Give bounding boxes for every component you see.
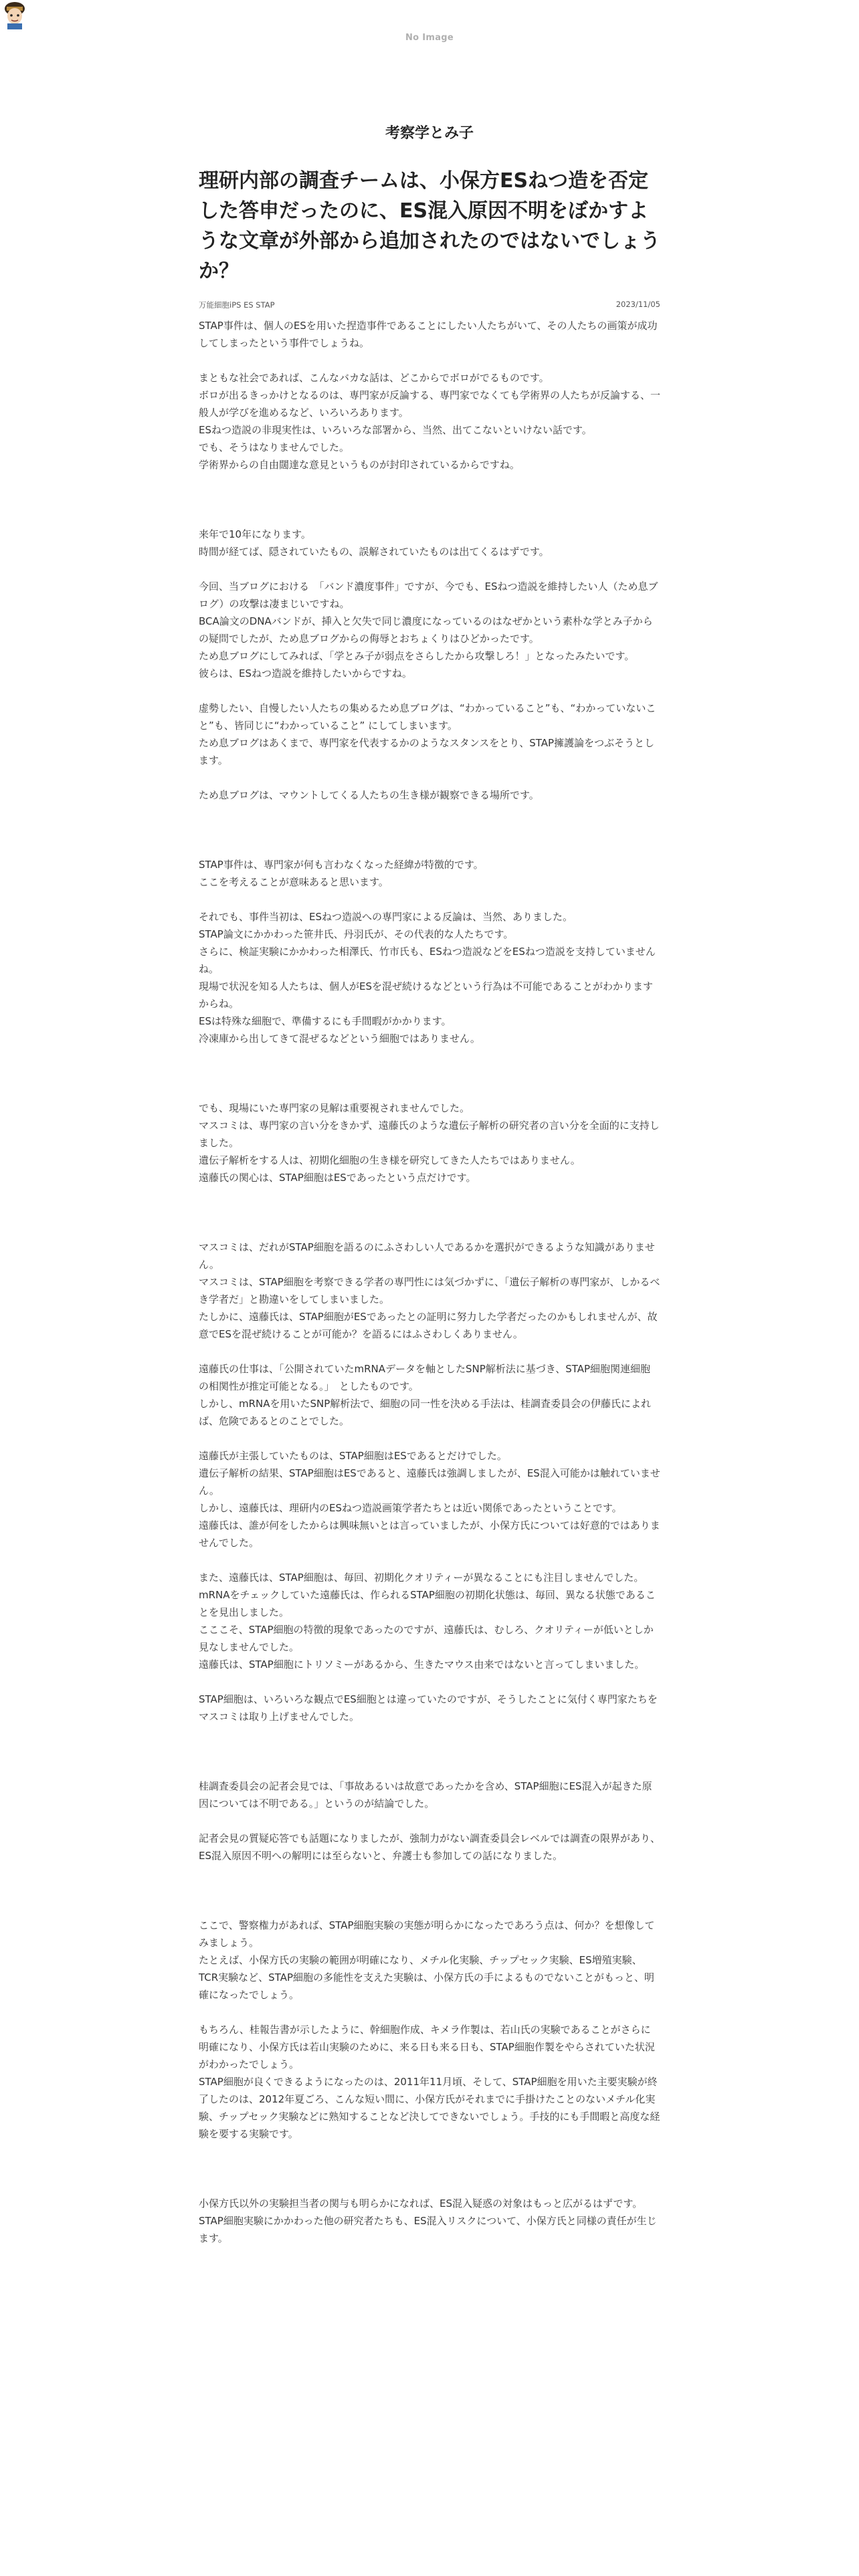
paragraph-gap [199, 473, 660, 526]
post-category-link[interactable]: 万能細胞iPS ES STAP [199, 300, 275, 310]
paragraph [199, 786, 660, 804]
text-line: まともな社会であれば、こんなバカな話は、どこからでボロがでるものです。 [199, 372, 549, 384]
post-date: 2023/11/05 [615, 300, 660, 309]
paragraph [199, 1239, 660, 1343]
text-line: マスコミは、だれがSTAP細胞を語るのにふさわしい人であるかを選択ができるような知識がありません。 [199, 1241, 655, 1271]
paragraph [199, 2021, 660, 2143]
text-line: 時間が経てば、隠されていたもの、誤解されていたものは出てくるはずです。 [199, 546, 549, 558]
paragraph [199, 908, 660, 1047]
paragraph-gap [199, 2004, 660, 2021]
text-line: 学術界からの自由闊達な意見というものが封印されているからですね。 [199, 459, 520, 471]
paragraph [199, 1569, 660, 1673]
text-line: 遠藤氏は、STAP細胞にトリソミーがあるから、生きたマウス由来ではないと言ってしまいました。 [199, 1658, 645, 1671]
no-image-label: No Image [405, 32, 454, 43]
text-line: ため息ブログは、マウントしてくる人たちの生き様が観察できる場所です。 [199, 789, 539, 801]
paragraph-gap [199, 1343, 660, 1360]
paragraph [199, 1778, 660, 1812]
text-line: STAP細胞が良くできるようになったのは、2011年11月頃、そして、STAP細胞を用いた主要実験が終了したのは、2012年夏ごろ、こんな短い間に、小保方氏がそれまでに手掛けたことのないメチル化実験、チップセック実験などに熟知することなど決してできないでしょう。手技的にも手間暇と高度な経験を要する実験です。 [199, 2076, 660, 2140]
paragraph-gap [199, 1725, 660, 1778]
paragraph [199, 1360, 660, 1430]
text-line: ESねつ造説の非現実性は、いろいろな部署から、当然、出てこないといけない話です。 [199, 424, 592, 436]
text-line: 記者会見の質疑応答でも話題になりましたが、強制力がない調査委員会レベルでは調査の限界があり、ES混入原因不明への解明には至らないと、弁護士も参加しての話になりました。 [199, 1832, 661, 1862]
post-body [199, 317, 660, 2247]
paragraph-gap [199, 1047, 660, 1099]
text-line: ため息ブログにしてみれば、「学とみ子が弱点をさらしたから攻撃しろ！」となったみたいです。 [199, 650, 635, 662]
text-line: 遺伝子解析の結果、STAP細胞はESであると、遠藤氏は強調しましたが、ES混入可能かは触れていません。 [199, 1467, 660, 1497]
text-line: 来年で10年になります。 [199, 528, 311, 540]
paragraph [199, 578, 660, 682]
paragraph-gap [199, 804, 660, 856]
text-line: でも、そうはなりませんでした。 [199, 441, 350, 453]
text-line: また、遠藤氏は、STAP細胞は、毎回、初期化クオリティーが異なることにも注目しませんでした。 [199, 1572, 644, 1584]
paragraph-gap [199, 1812, 660, 1830]
paragraph [199, 700, 660, 769]
article [199, 166, 660, 2247]
text-line: 現場で状況を知る人たちは、個人がESを混ぜ続けるなどという行為は不可能であることがわかりますからね。 [199, 980, 654, 1010]
text-line: 遺伝子解析をする人は、初期化細胞の生き様を研究してきた人たちではありません。 [199, 1154, 581, 1166]
paragraph [199, 1917, 660, 2004]
paragraph-gap [199, 1430, 660, 1447]
text-line: マスコミは、STAP細胞を考察できる学者の専門性には気づかずに、「遺伝子解析の専門家が、しかるべき学者だ」と勘違いをしてしまいました。 [199, 1276, 660, 1305]
text-line: しかし、遠藤氏は、理研内のESねつ造説画策学者たちとは近い関係であったということです。 [199, 1502, 622, 1514]
paragraph [199, 317, 660, 352]
text-line: ESは特殊な細胞で、準備するにも手間暇がかかります。 [199, 1015, 452, 1027]
paragraph [199, 1830, 660, 1864]
text-line: 遠藤氏が主張していたものは、STAP細胞はESであるとだけでした。 [199, 1450, 507, 1462]
text-line: 冷凍庫から出してきて混ぜるなどという細胞ではありません。 [199, 1033, 480, 1045]
text-line: STAP事件は、個人のESを用いた捏造事件であることにしたい人たちがいて、その人たちの画策が成功してしまったという事件でしょうね。 [199, 320, 658, 349]
paragraph-gap [199, 352, 660, 369]
text-line: 小保方氏以外の実験担当者の関与も明らかになれば、ES混入疑惑の対象はもっと広がるはずです。 [199, 2197, 643, 2210]
text-line: mRNAをチェックしていた遠藤氏は、作られるSTAP細胞の初期化状態は、毎回、異なる状態であることを見出しました。 [199, 1589, 656, 1618]
paragraph [199, 2195, 660, 2247]
text-line: ため息ブログはあくまで、専門家を代表するかのようなスタンスをとり、STAP擁護論をつぶそうとします。 [199, 737, 655, 766]
text-line: しかし、mRNAを用いたSNP解析法で、細胞の同一性を決める手法は、桂調査委員会の伊藤氏によれば、危険であるとのことでした。 [199, 1398, 652, 1427]
text-line: STAP細胞は、いろいろな観点でES細胞とは違っていたのですが、そうしたことに気付く専門家たちをマスコミは取り上げませんでした。 [199, 1693, 658, 1723]
text-line: でも、現場にいた専門家の見解は重要視されませんでした。 [199, 1102, 470, 1114]
paragraph [199, 369, 660, 473]
blog-title[interactable] [0, 122, 859, 142]
paragraph [199, 1099, 660, 1186]
text-line: 遠藤氏の関心は、STAP細胞はESであったという点だけです。 [199, 1172, 476, 1184]
text-line: もちろん、桂報告書が示したように、幹細胞作成、キメラ作製は、若山氏の実験であることがさらに明確になり、小保方氏は若山実験のために、来る日も来る日も、STAP細胞作製をやらされていた状況がわかったでしょう。 [199, 2024, 655, 2070]
paragraph-gap [199, 682, 660, 700]
text-line: ここで、警察権力があれば、STAP細胞実験の実態が明らかになったであろう点は、何か？を想像してみましょう。 [199, 1919, 655, 1949]
text-line: それでも、事件当初は、ESねつ造説への専門家による反論は、当然、ありました。 [199, 911, 573, 923]
blog-title-text: 考察学とみ子 [385, 125, 474, 142]
text-line: さらに、検証実験にかかわった相澤氏、竹市氏も、ESねつ造説などをESねつ造説を支持していませんね。 [199, 946, 656, 975]
post-meta [199, 300, 660, 310]
text-line: たとえば、小保方氏の実験の範囲が明確になり、メチル化実験、チップセック実験、ES増殖実験、TCR実験など、STAP細胞の多能性を支えた実験は、小保方氏の手によるものでないことがもっと、明確になったでしょう。 [199, 1954, 655, 2001]
text-line: STAP細胞実験にかかわった他の研究者たちも、ES混入リスクについて、小保方氏と同様の責任が生じます。 [199, 2215, 657, 2244]
paragraph-gap [199, 560, 660, 578]
paragraph [199, 1691, 660, 1725]
text-line: こここそ、STAP細胞の特徴的現象であったのですが、遠藤氏は、むしろ、クオリティーが低いとしか見なしませんでした。 [199, 1624, 654, 1653]
text-line: マスコミは、専門家の言い分をきかず、遠藤氏のような遺伝子解析の研究者の言い分を全面的に支持しました。 [199, 1119, 660, 1149]
text-line: ボロが出るきっかけとなるのは、専門家が反論する、専門家でなくても学術界の人たちが反論する、一般人が学びを進めるなど、いろいろあります。 [199, 389, 661, 419]
text-line: 彼らは、ESねつ造説を維持したいからですね。 [199, 667, 412, 679]
paragraph [199, 856, 660, 891]
text-line: ここを考えることが意味あると思います。 [199, 876, 389, 888]
text-line: 遠藤氏は、誰が何をしたからは興味無いとは言っていましたが、小保方氏については好意的ではありませんでした。 [199, 1519, 660, 1549]
paragraph-gap [199, 1864, 660, 1917]
text-line: たしかに、遠藤氏は、STAP細胞がESであったとの証明に努力した学者だったのかもしれませんが、故意でESを混ぜ続けることが可能か？を語るにはふさわしくありません。 [199, 1311, 658, 1340]
text-line: BCA論文のDNAバンドが、挿入と欠失で同じ濃度になっているのはなぜかという素朴な学とみ子からの疑問でしたが、ため息ブログからの侮辱とおちょくりはひどかったです。 [199, 615, 653, 645]
text-line: 今回、当ブログにおける 「バンド濃度事件」ですが、今でも、ESねつ造説を維持したい人（ため息ブログ）の攻撃は凄まじいですね。 [199, 580, 658, 610]
paragraph-gap [199, 2143, 660, 2195]
paragraph [199, 1447, 660, 1551]
paragraph-gap [199, 1551, 660, 1569]
paragraph-gap [199, 1673, 660, 1691]
paragraph-gap [199, 891, 660, 908]
paragraph [199, 526, 660, 560]
text-line: STAP論文にかかわった笹井氏、丹羽氏が、その代表的な人たちです。 [199, 928, 514, 940]
paragraph-gap [199, 1186, 660, 1239]
text-line: 桂調査委員会の記者会見では、「事故あるいは故意であったかを含め、STAP細胞にES混入が起きた原因については不明である。」というのが結論でした。 [199, 1780, 652, 1810]
text-line: 虚勢したい、自慢したい人たちの集めるため息ブログは、“わかっていること”も、“わかっていないこと”も、皆同じに“わかっていること” にしてしまいます。 [199, 702, 656, 732]
post-title[interactable]: 理研内部の調査チームは、小保方ESねつ造を否定した答申だったのに、ES混入原因不明をぼかすような文章が外部から追加されたのではないでしょうか？ [199, 169, 660, 283]
text-line: 遠藤氏の仕事は、「公開されていたmRNAデータを軸としたSNP解析法に基づき、STAP細胞関連細胞の相関性が推定可能となる。」 としたものです。 [199, 1363, 651, 1392]
paragraph-gap [199, 769, 660, 786]
text-line: STAP事件は、専門家が何も言わなくなった経緯が特徴的です。 [199, 859, 484, 871]
